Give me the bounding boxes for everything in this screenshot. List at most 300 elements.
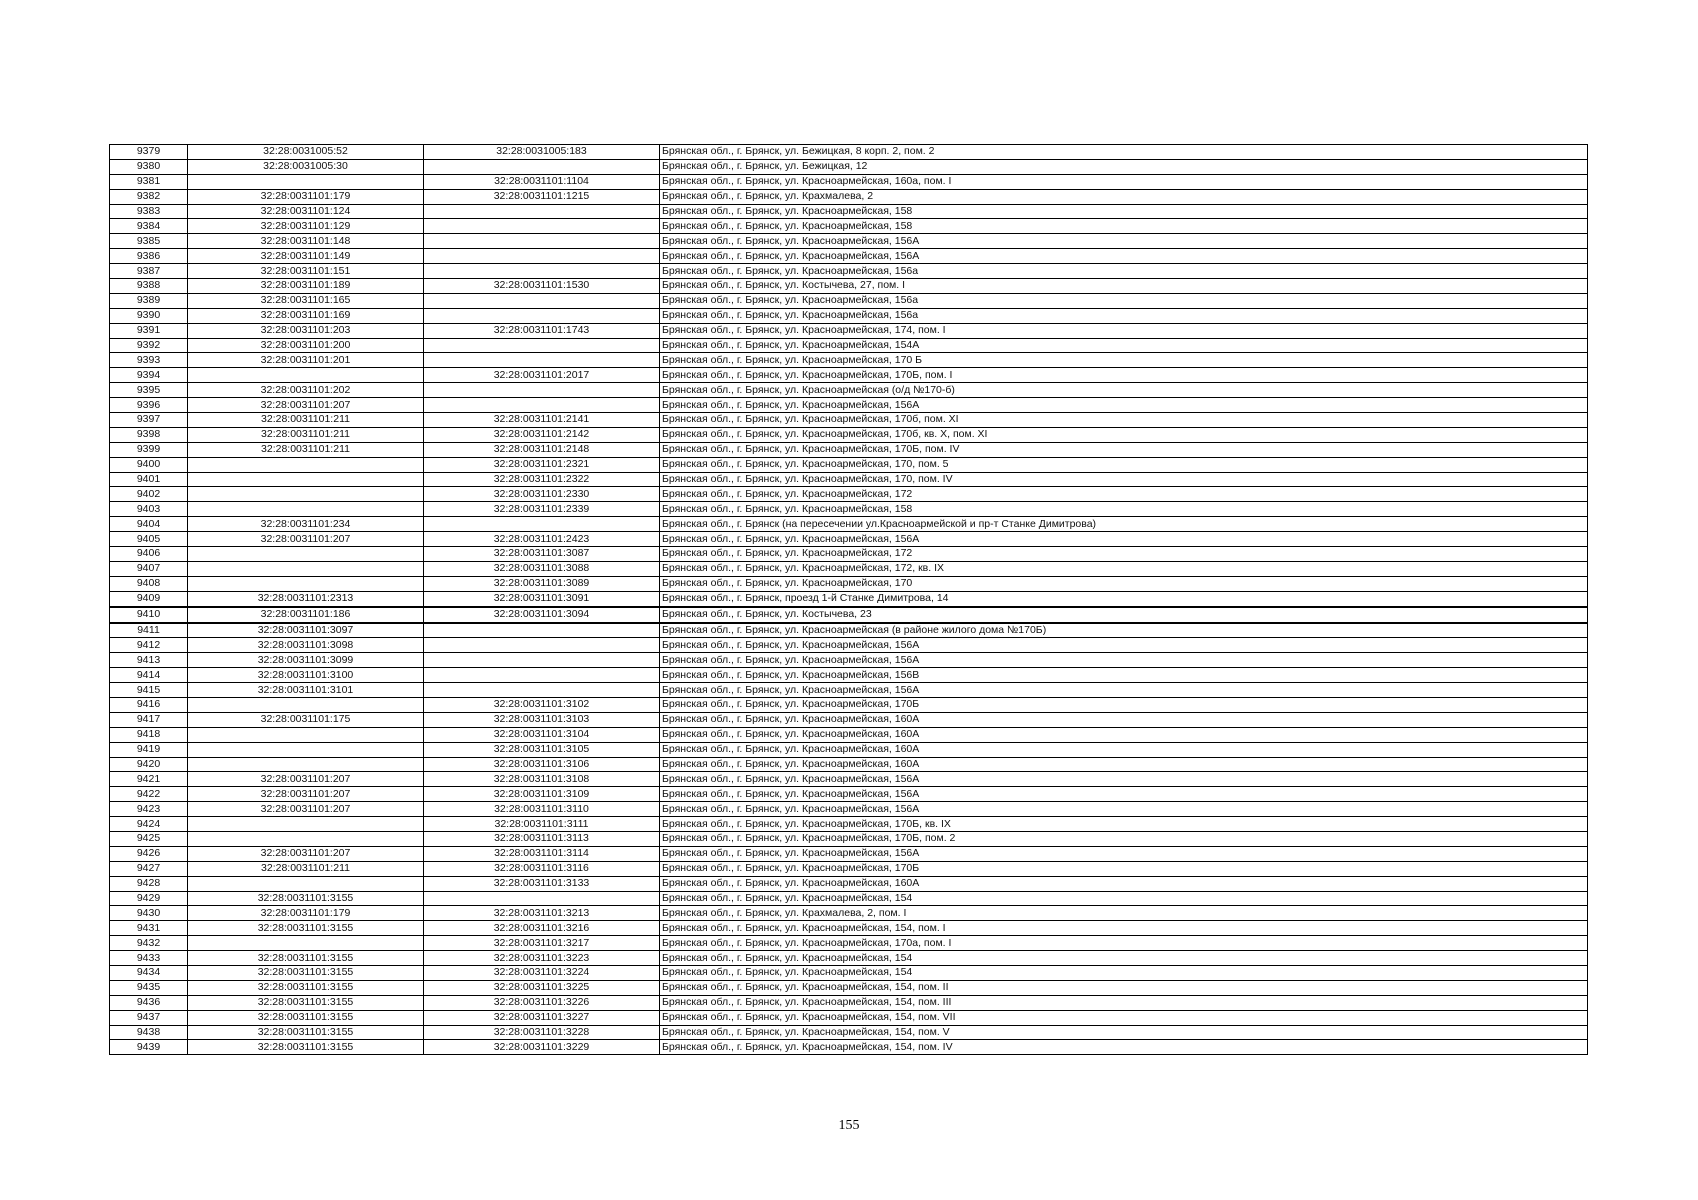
- table-row: [110, 787, 1588, 802]
- land-cadastral-number-cell: 32:28:0031101:179: [188, 906, 424, 921]
- object-cadastral-number-cell: [424, 891, 660, 906]
- row-number-cell: 9383: [110, 204, 188, 219]
- table-row: [110, 980, 1588, 995]
- land-cadastral-number-cell: 32:28:0031101:3155: [188, 965, 424, 980]
- address-cell: Брянская обл., г. Брянск, ул. Красноармейская, 172, кв. IX: [660, 561, 1588, 576]
- land-cadastral-number-cell: 32:28:0031101:175: [188, 712, 424, 727]
- table-row: [110, 383, 1588, 398]
- object-cadastral-number-cell: [424, 204, 660, 219]
- row-number-cell: 9436: [110, 995, 188, 1010]
- land-cadastral-number-cell: 32:28:0031101:207: [188, 802, 424, 817]
- land-cadastral-number-cell: 32:28:0031101:151: [188, 264, 424, 279]
- table-row: [110, 427, 1588, 442]
- address-cell: Брянская обл., г. Брянск, ул. Красноармейская, 156А: [660, 683, 1588, 698]
- row-number-cell: 9404: [110, 517, 188, 532]
- object-cadastral-number-cell: [424, 293, 660, 308]
- address-cell: Брянская обл., г. Брянск, ул. Красноармейская, 156А: [660, 249, 1588, 264]
- object-cadastral-number-cell: 32:28:0031101:2322: [424, 472, 660, 487]
- row-number-cell: 9395: [110, 383, 188, 398]
- address-cell: Брянская обл., г. Брянск, ул. Красноармейская, 170, пом. 5: [660, 457, 1588, 472]
- land-cadastral-number-cell: 32:28:0031101:169: [188, 308, 424, 323]
- object-cadastral-number-cell: 32:28:0031101:3087: [424, 547, 660, 562]
- address-cell: Брянская обл., г. Брянск, ул. Красноармейская, 160А: [660, 876, 1588, 891]
- table-row: [110, 338, 1588, 353]
- object-cadastral-number-cell: 32:28:0031101:2339: [424, 502, 660, 517]
- table-row: [110, 965, 1588, 980]
- address-cell: Брянская обл., г. Брянск, ул. Красноармейская, 170б, кв. X, пом. XI: [660, 427, 1588, 442]
- object-cadastral-number-cell: 32:28:0031101:2148: [424, 442, 660, 457]
- row-number-cell: 9437: [110, 1010, 188, 1025]
- table-row: [110, 279, 1588, 294]
- address-cell: Брянская обл., г. Брянск, ул. Красноармейская, 172: [660, 487, 1588, 502]
- table-row: [110, 638, 1588, 653]
- land-cadastral-number-cell: 32:28:0031101:211: [188, 413, 424, 428]
- address-cell: Брянская обл., г. Брянск, ул. Красноармейская, 158: [660, 204, 1588, 219]
- address-cell: Брянская обл., г. Брянск, ул. Красноармейская, 174, пом. I: [660, 323, 1588, 338]
- row-number-cell: 9432: [110, 936, 188, 951]
- object-cadastral-number-cell: 32:28:0031101:2142: [424, 427, 660, 442]
- address-cell: Брянская обл., г. Брянск, ул. Крахмалева, 2: [660, 189, 1588, 204]
- table-row: [110, 936, 1588, 951]
- object-cadastral-number-cell: [424, 219, 660, 234]
- row-number-cell: 9422: [110, 787, 188, 802]
- land-cadastral-number-cell: 32:28:0031101:3155: [188, 995, 424, 1010]
- address-cell: Брянская обл., г. Брянск, ул. Красноармейская, 156А: [660, 532, 1588, 547]
- row-number-cell: 9405: [110, 532, 188, 547]
- row-number-cell: 9434: [110, 965, 188, 980]
- land-cadastral-number-cell: [188, 757, 424, 772]
- land-cadastral-number-cell: 32:28:0031101:207: [188, 398, 424, 413]
- row-number-cell: 9408: [110, 576, 188, 591]
- address-cell: Брянская обл., г. Брянск, ул. Красноармейская, 156В: [660, 668, 1588, 683]
- land-cadastral-number-cell: 32:28:0031005:52: [188, 145, 424, 160]
- object-cadastral-number-cell: 32:28:0031101:3226: [424, 995, 660, 1010]
- table-row: [110, 457, 1588, 472]
- address-cell: Брянская обл., г. Брянск, проезд 1-й Станке Димитрова, 14: [660, 591, 1588, 606]
- table-row: [110, 772, 1588, 787]
- row-number-cell: 9411: [110, 623, 188, 638]
- table-row: [110, 1025, 1588, 1040]
- table-row: [110, 204, 1588, 219]
- address-cell: Брянская обл., г. Брянск, ул. Красноармейская (в районе жилого дома №170Б): [660, 623, 1588, 638]
- land-cadastral-number-cell: [188, 727, 424, 742]
- object-cadastral-number-cell: 32:28:0031101:3110: [424, 802, 660, 817]
- object-cadastral-number-cell: [424, 383, 660, 398]
- row-number-cell: 9401: [110, 472, 188, 487]
- address-cell: Брянская обл., г. Брянск, ул. Красноармейская, 156а: [660, 293, 1588, 308]
- row-number-cell: 9418: [110, 727, 188, 742]
- object-cadastral-number-cell: 32:28:0031101:3225: [424, 980, 660, 995]
- address-cell: Брянская обл., г. Брянск, ул. Красноармейская, 170Б, пом. 2: [660, 831, 1588, 846]
- land-cadastral-number-cell: 32:28:0031101:3098: [188, 638, 424, 653]
- table-row: [110, 668, 1588, 683]
- object-cadastral-number-cell: 32:28:0031101:3133: [424, 876, 660, 891]
- address-cell: Брянская обл., г. Брянск (на пересечении ул.Красноармейской и пр-т Станке Димитрова): [660, 517, 1588, 532]
- land-cadastral-number-cell: 32:28:0031101:3155: [188, 1025, 424, 1040]
- land-cadastral-number-cell: [188, 547, 424, 562]
- table-row: [110, 802, 1588, 817]
- object-cadastral-number-cell: 32:28:0031101:1104: [424, 174, 660, 189]
- address-cell: Брянская обл., г. Брянск, ул. Красноармейская, 170Б, пом. IV: [660, 442, 1588, 457]
- address-cell: Брянская обл., г. Брянск, ул. Красноармейская, 170Б, пом. I: [660, 368, 1588, 383]
- row-number-cell: 9428: [110, 876, 188, 891]
- object-cadastral-number-cell: 32:28:0031101:3088: [424, 561, 660, 576]
- land-cadastral-number-cell: 32:28:0031101:2313: [188, 591, 424, 606]
- row-number-cell: 9412: [110, 638, 188, 653]
- address-cell: Брянская обл., г. Брянск, ул. Красноармейская, 156а: [660, 264, 1588, 279]
- land-cadastral-number-cell: [188, 487, 424, 502]
- address-cell: Брянская обл., г. Брянск, ул. Красноармейская, 156А: [660, 772, 1588, 787]
- land-cadastral-number-cell: [188, 457, 424, 472]
- address-cell: Брянская обл., г. Брянск, ул. Красноармейская, 170Б, кв. IX: [660, 817, 1588, 832]
- land-cadastral-number-cell: [188, 697, 424, 712]
- object-cadastral-number-cell: 32:28:0031101:3224: [424, 965, 660, 980]
- row-number-cell: 9431: [110, 921, 188, 936]
- row-number-cell: 9435: [110, 980, 188, 995]
- land-cadastral-number-cell: 32:28:0031101:3100: [188, 668, 424, 683]
- row-number-cell: 9426: [110, 846, 188, 861]
- land-cadastral-number-cell: 32:28:0031101:200: [188, 338, 424, 353]
- land-cadastral-number-cell: 32:28:0031101:203: [188, 323, 424, 338]
- land-cadastral-number-cell: 32:28:0031101:3155: [188, 951, 424, 966]
- object-cadastral-number-cell: 32:28:0031101:3094: [424, 607, 660, 623]
- land-cadastral-number-cell: [188, 561, 424, 576]
- row-number-cell: 9379: [110, 145, 188, 160]
- table-row: [110, 159, 1588, 174]
- address-cell: Брянская обл., г. Брянск, ул. Красноармейская, 156А: [660, 787, 1588, 802]
- row-number-cell: 9438: [110, 1025, 188, 1040]
- table-row: [110, 264, 1588, 279]
- table-row: [110, 472, 1588, 487]
- table-row: [110, 517, 1588, 532]
- table-row: [110, 995, 1588, 1010]
- row-number-cell: 9403: [110, 502, 188, 517]
- object-cadastral-number-cell: 32:28:0031101:1530: [424, 279, 660, 294]
- row-number-cell: 9382: [110, 189, 188, 204]
- object-cadastral-number-cell: 32:28:0031101:3104: [424, 727, 660, 742]
- table-row: [110, 727, 1588, 742]
- object-cadastral-number-cell: 32:28:0031005:183: [424, 145, 660, 160]
- object-cadastral-number-cell: 32:28:0031101:3229: [424, 1040, 660, 1055]
- object-cadastral-number-cell: [424, 398, 660, 413]
- land-cadastral-number-cell: 32:28:0031101:211: [188, 442, 424, 457]
- land-cadastral-number-cell: 32:28:0031101:207: [188, 772, 424, 787]
- object-cadastral-number-cell: [424, 623, 660, 638]
- row-number-cell: 9420: [110, 757, 188, 772]
- land-cadastral-number-cell: [188, 742, 424, 757]
- row-number-cell: 9380: [110, 159, 188, 174]
- address-cell: Брянская обл., г. Брянск, ул. Костычева, 27, пом. I: [660, 279, 1588, 294]
- object-cadastral-number-cell: 32:28:0031101:3108: [424, 772, 660, 787]
- object-cadastral-number-cell: 32:28:0031101:2141: [424, 413, 660, 428]
- table-row: [110, 591, 1588, 606]
- row-number-cell: 9413: [110, 653, 188, 668]
- land-cadastral-number-cell: [188, 817, 424, 832]
- row-number-cell: 9387: [110, 264, 188, 279]
- object-cadastral-number-cell: [424, 159, 660, 174]
- object-cadastral-number-cell: 32:28:0031101:3116: [424, 861, 660, 876]
- land-cadastral-number-cell: [188, 502, 424, 517]
- table-row: [110, 532, 1588, 547]
- object-cadastral-number-cell: [424, 249, 660, 264]
- table-row: [110, 293, 1588, 308]
- table-row: [110, 742, 1588, 757]
- object-cadastral-number-cell: [424, 653, 660, 668]
- address-cell: Брянская обл., г. Брянск, ул. Красноармейская, 154, пом. VII: [660, 1010, 1588, 1025]
- land-cadastral-number-cell: [188, 831, 424, 846]
- address-cell: Брянская обл., г. Брянск, ул. Красноармейская, 170б, пом. XI: [660, 413, 1588, 428]
- row-number-cell: 9417: [110, 712, 188, 727]
- row-number-cell: 9419: [110, 742, 188, 757]
- table-row: [110, 249, 1588, 264]
- table-row: [110, 1010, 1588, 1025]
- table-row: [110, 817, 1588, 832]
- address-cell: Брянская обл., г. Брянск, ул. Красноармейская, 156А: [660, 398, 1588, 413]
- table-row: [110, 576, 1588, 591]
- land-cadastral-number-cell: [188, 876, 424, 891]
- address-cell: Брянская обл., г. Брянск, ул. Красноармейская, 158: [660, 502, 1588, 517]
- land-cadastral-number-cell: [188, 576, 424, 591]
- row-number-cell: 9433: [110, 951, 188, 966]
- address-cell: Брянская обл., г. Брянск, ул. Красноармейская, 154: [660, 951, 1588, 966]
- land-cadastral-number-cell: [188, 936, 424, 951]
- address-cell: Брянская обл., г. Брянск, ул. Красноармейская, 154, пом. V: [660, 1025, 1588, 1040]
- address-cell: Брянская обл., г. Брянск, ул. Крахмалева, 2, пом. I: [660, 906, 1588, 921]
- row-number-cell: 9399: [110, 442, 188, 457]
- object-cadastral-number-cell: 32:28:0031101:3102: [424, 697, 660, 712]
- object-cadastral-number-cell: 32:28:0031101:3213: [424, 906, 660, 921]
- row-number-cell: 9425: [110, 831, 188, 846]
- address-cell: Брянская обл., г. Брянск, ул. Красноармейская, 154: [660, 891, 1588, 906]
- table-row: [110, 1040, 1588, 1055]
- row-number-cell: 9390: [110, 308, 188, 323]
- object-cadastral-number-cell: [424, 264, 660, 279]
- land-cadastral-number-cell: 32:28:0031005:30: [188, 159, 424, 174]
- object-cadastral-number-cell: [424, 353, 660, 368]
- land-cadastral-number-cell: 32:28:0031101:207: [188, 787, 424, 802]
- object-cadastral-number-cell: 32:28:0031101:3223: [424, 951, 660, 966]
- land-cadastral-number-cell: 32:28:0031101:189: [188, 279, 424, 294]
- land-cadastral-number-cell: 32:28:0031101:148: [188, 234, 424, 249]
- address-cell: Брянская обл., г. Брянск, ул. Красноармейская, 160а, пом. I: [660, 174, 1588, 189]
- land-cadastral-number-cell: 32:28:0031101:129: [188, 219, 424, 234]
- address-cell: Брянская обл., г. Брянск, ул. Красноармейская, 154, пом. III: [660, 995, 1588, 1010]
- table-row: [110, 951, 1588, 966]
- address-cell: Брянская обл., г. Брянск, ул. Бежицкая, 8 корп. 2, пом. 2: [660, 145, 1588, 160]
- object-cadastral-number-cell: 32:28:0031101:3106: [424, 757, 660, 772]
- address-cell: Брянская обл., г. Брянск, ул. Красноармейская, 160А: [660, 712, 1588, 727]
- address-cell: Брянская обл., г. Брянск, ул. Бежицкая, 12: [660, 159, 1588, 174]
- land-cadastral-number-cell: [188, 368, 424, 383]
- table-row: [110, 487, 1588, 502]
- table-row: [110, 906, 1588, 921]
- address-cell: Брянская обл., г. Брянск, ул. Красноармейская (о/д №170-б): [660, 383, 1588, 398]
- object-cadastral-number-cell: 32:28:0031101:3227: [424, 1010, 660, 1025]
- table-row: [110, 174, 1588, 189]
- land-cadastral-number-cell: 32:28:0031101:3155: [188, 891, 424, 906]
- object-cadastral-number-cell: 32:28:0031101:3103: [424, 712, 660, 727]
- address-cell: Брянская обл., г. Брянск, ул. Красноармейская, 154, пом. IV: [660, 1040, 1588, 1055]
- table-row: [110, 697, 1588, 712]
- table-row: [110, 757, 1588, 772]
- address-cell: Брянская обл., г. Брянск, ул. Красноармейская, 154, пом. II: [660, 980, 1588, 995]
- address-cell: Брянская обл., г. Брянск, ул. Красноармейская, 172: [660, 547, 1588, 562]
- land-cadastral-number-cell: 32:28:0031101:211: [188, 427, 424, 442]
- land-cadastral-number-cell: 32:28:0031101:3097: [188, 623, 424, 638]
- address-cell: Брянская обл., г. Брянск, ул. Красноармейская, 154: [660, 965, 1588, 980]
- row-number-cell: 9386: [110, 249, 188, 264]
- land-cadastral-number-cell: 32:28:0031101:3155: [188, 980, 424, 995]
- page-number: 155: [838, 1118, 860, 1133]
- row-number-cell: 9388: [110, 279, 188, 294]
- row-number-cell: 9398: [110, 427, 188, 442]
- object-cadastral-number-cell: 32:28:0031101:1215: [424, 189, 660, 204]
- land-cadastral-number-cell: 32:28:0031101:3155: [188, 1010, 424, 1025]
- object-cadastral-number-cell: 32:28:0031101:2017: [424, 368, 660, 383]
- row-number-cell: 9430: [110, 906, 188, 921]
- land-cadastral-number-cell: 32:28:0031101:201: [188, 353, 424, 368]
- table-row: [110, 653, 1588, 668]
- object-cadastral-number-cell: 32:28:0031101:1743: [424, 323, 660, 338]
- row-number-cell: 9392: [110, 338, 188, 353]
- land-cadastral-number-cell: 32:28:0031101:3155: [188, 1040, 424, 1055]
- row-number-cell: 9421: [110, 772, 188, 787]
- address-cell: Брянская обл., г. Брянск, ул. Красноармейская, 170: [660, 576, 1588, 591]
- row-number-cell: 9439: [110, 1040, 188, 1055]
- object-cadastral-number-cell: [424, 668, 660, 683]
- table-row: [110, 398, 1588, 413]
- land-cadastral-number-cell: 32:28:0031101:207: [188, 532, 424, 547]
- table-row: [110, 846, 1588, 861]
- row-number-cell: 9394: [110, 368, 188, 383]
- table-row: [110, 323, 1588, 338]
- table-row: [110, 547, 1588, 562]
- table-row: [110, 189, 1588, 204]
- land-cadastral-number-cell: 32:28:0031101:234: [188, 517, 424, 532]
- table-row: [110, 219, 1588, 234]
- table-row: [110, 683, 1588, 698]
- object-cadastral-number-cell: 32:28:0031101:2423: [424, 532, 660, 547]
- object-cadastral-number-cell: 32:28:0031101:3228: [424, 1025, 660, 1040]
- row-number-cell: 9402: [110, 487, 188, 502]
- object-cadastral-number-cell: [424, 683, 660, 698]
- table-row: [110, 623, 1588, 638]
- table-row: [110, 502, 1588, 517]
- object-cadastral-number-cell: 32:28:0031101:3113: [424, 831, 660, 846]
- object-cadastral-number-cell: 32:28:0031101:3114: [424, 846, 660, 861]
- object-cadastral-number-cell: [424, 517, 660, 532]
- object-cadastral-number-cell: 32:28:0031101:3089: [424, 576, 660, 591]
- land-cadastral-number-cell: 32:28:0031101:179: [188, 189, 424, 204]
- address-cell: Брянская обл., г. Брянск, ул. Красноармейская, 156А: [660, 638, 1588, 653]
- land-cadastral-number-cell: [188, 174, 424, 189]
- table-row: [110, 831, 1588, 846]
- register-table: [109, 144, 1588, 1055]
- address-cell: Брянская обл., г. Брянск, ул. Красноармейская, 160А: [660, 757, 1588, 772]
- row-number-cell: 9406: [110, 547, 188, 562]
- table-row: [110, 145, 1588, 160]
- address-cell: Брянская обл., г. Брянск, ул. Красноармейская, 170Б: [660, 697, 1588, 712]
- address-cell: Брянская обл., г. Брянск, ул. Красноармейская, 156А: [660, 653, 1588, 668]
- register-sheet: [109, 144, 1587, 1055]
- row-number-cell: 9384: [110, 219, 188, 234]
- address-cell: Брянская обл., г. Брянск, ул. Красноармейская, 154А: [660, 338, 1588, 353]
- object-cadastral-number-cell: 32:28:0031101:2321: [424, 457, 660, 472]
- address-cell: Брянская обл., г. Брянск, ул. Красноармейская, 170Б: [660, 861, 1588, 876]
- address-cell: Брянская обл., г. Брянск, ул. Красноармейская, 170а, пом. I: [660, 936, 1588, 951]
- row-number-cell: 9429: [110, 891, 188, 906]
- land-cadastral-number-cell: 32:28:0031101:149: [188, 249, 424, 264]
- object-cadastral-number-cell: 32:28:0031101:2330: [424, 487, 660, 502]
- row-number-cell: 9389: [110, 293, 188, 308]
- table-row: [110, 308, 1588, 323]
- object-cadastral-number-cell: 32:28:0031101:3105: [424, 742, 660, 757]
- row-number-cell: 9391: [110, 323, 188, 338]
- object-cadastral-number-cell: 32:28:0031101:3216: [424, 921, 660, 936]
- table-row: [110, 353, 1588, 368]
- address-cell: Брянская обл., г. Брянск, ул. Красноармейская, 160А: [660, 742, 1588, 757]
- table-row: [110, 234, 1588, 249]
- table-row: [110, 368, 1588, 383]
- land-cadastral-number-cell: 32:28:0031101:165: [188, 293, 424, 308]
- object-cadastral-number-cell: 32:28:0031101:3111: [424, 817, 660, 832]
- table-row: [110, 891, 1588, 906]
- row-number-cell: 9400: [110, 457, 188, 472]
- table-row: [110, 607, 1588, 623]
- row-number-cell: 9407: [110, 561, 188, 576]
- table-row: [110, 442, 1588, 457]
- table-row: [110, 712, 1588, 727]
- address-cell: Брянская обл., г. Брянск, ул. Красноармейская, 170, пом. IV: [660, 472, 1588, 487]
- table-row: [110, 876, 1588, 891]
- table-row: [110, 561, 1588, 576]
- row-number-cell: 9381: [110, 174, 188, 189]
- row-number-cell: 9416: [110, 697, 188, 712]
- row-number-cell: 9397: [110, 413, 188, 428]
- land-cadastral-number-cell: 32:28:0031101:3101: [188, 683, 424, 698]
- address-cell: Брянская обл., г. Брянск, ул. Красноармейская, 156А: [660, 802, 1588, 817]
- land-cadastral-number-cell: 32:28:0031101:3099: [188, 653, 424, 668]
- address-cell: Брянская обл., г. Брянск, ул. Красноармейская, 170 Б: [660, 353, 1588, 368]
- land-cadastral-number-cell: 32:28:0031101:211: [188, 861, 424, 876]
- object-cadastral-number-cell: 32:28:0031101:3109: [424, 787, 660, 802]
- land-cadastral-number-cell: 32:28:0031101:3155: [188, 921, 424, 936]
- address-cell: Брянская обл., г. Брянск, ул. Красноармейская, 156а: [660, 308, 1588, 323]
- register-table-body: [110, 145, 1588, 1055]
- row-number-cell: 9410: [110, 607, 188, 623]
- table-row: [110, 413, 1588, 428]
- address-cell: Брянская обл., г. Брянск, ул. Красноармейская, 156А: [660, 234, 1588, 249]
- object-cadastral-number-cell: 32:28:0031101:3217: [424, 936, 660, 951]
- row-number-cell: 9393: [110, 353, 188, 368]
- row-number-cell: 9385: [110, 234, 188, 249]
- address-cell: Брянская обл., г. Брянск, ул. Красноармейская, 158: [660, 219, 1588, 234]
- row-number-cell: 9423: [110, 802, 188, 817]
- address-cell: Брянская обл., г. Брянск, ул. Красноармейская, 154, пом. I: [660, 921, 1588, 936]
- row-number-cell: 9415: [110, 683, 188, 698]
- land-cadastral-number-cell: [188, 472, 424, 487]
- row-number-cell: 9424: [110, 817, 188, 832]
- land-cadastral-number-cell: 32:28:0031101:186: [188, 607, 424, 623]
- land-cadastral-number-cell: 32:28:0031101:124: [188, 204, 424, 219]
- table-row: [110, 861, 1588, 876]
- row-number-cell: 9414: [110, 668, 188, 683]
- land-cadastral-number-cell: 32:28:0031101:207: [188, 846, 424, 861]
- row-number-cell: 9396: [110, 398, 188, 413]
- address-cell: Брянская обл., г. Брянск, ул. Красноармейская, 160А: [660, 727, 1588, 742]
- object-cadastral-number-cell: [424, 638, 660, 653]
- object-cadastral-number-cell: [424, 234, 660, 249]
